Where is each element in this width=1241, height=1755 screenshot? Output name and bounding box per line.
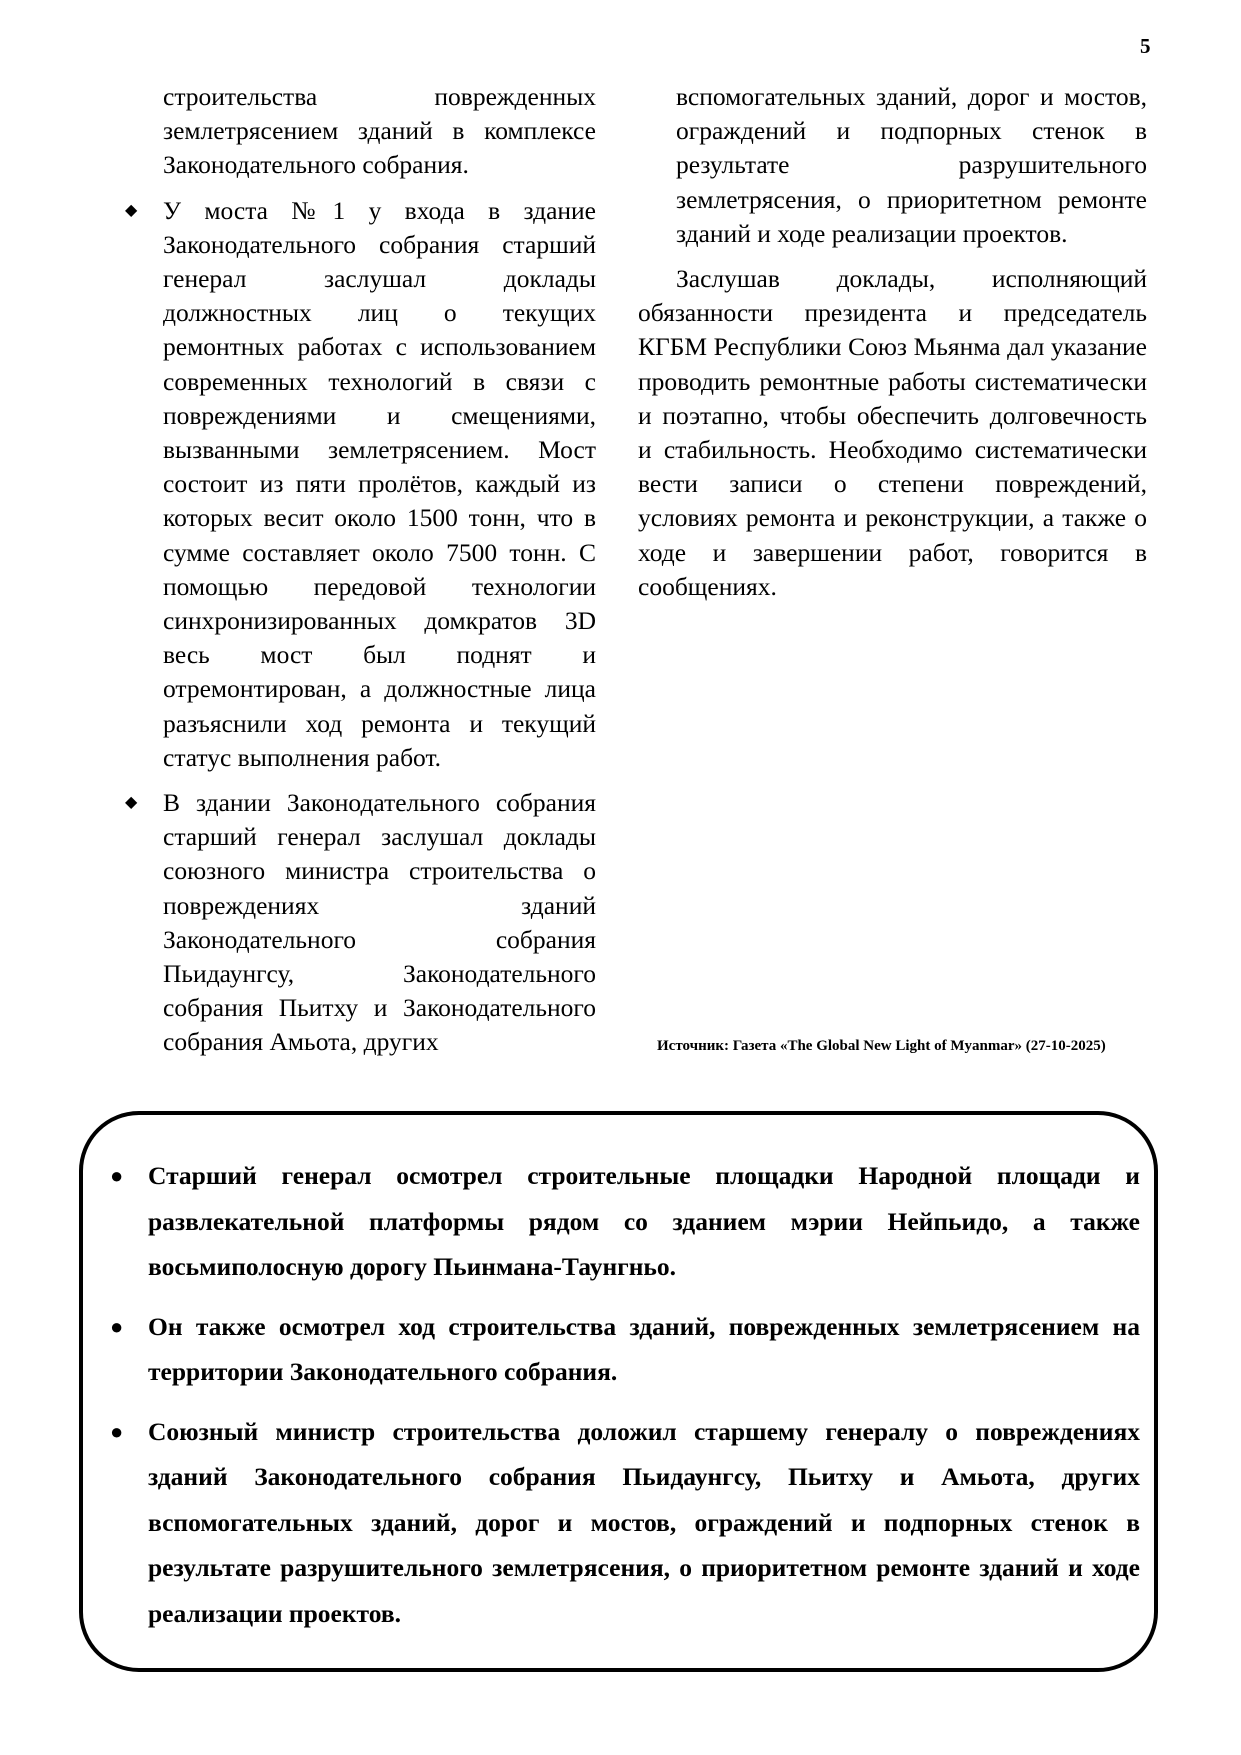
page-number: 5 (1140, 34, 1151, 58)
round-bullet-icon: ● (110, 1313, 124, 1339)
right-continuation-paragraph: вспомогательных зданий, дорог и мостов, ограждений и подпорных стенок в результате разрушительного землетрясения, о приоритетном ремонте зданий и ходе реализации проектов. (676, 82, 1147, 248)
round-bullet-icon: ● (110, 1418, 124, 1444)
summary-item (110, 1153, 1140, 1290)
summary-item-text: Он также осмотрел ход строительства зданий, поврежденных землетрясением на территории Законодательного собрания. (148, 1311, 1140, 1386)
source-citation: Источник: Газета «The Global New Light of Myanmar» (27-10-2025) (657, 1038, 1106, 1054)
diamond-bullet-icon: ◆ (125, 794, 138, 812)
round-bullet-icon: ● (110, 1163, 124, 1188)
bullet-text: В здании Законодательного собрания старший генерал заслушал доклады союзного министра строительства о повреждениях зданий Законодательного собрания Пьидаунгсу, Законодательного собрания Пьитху и Законодательного собрания Амьота, других (163, 788, 596, 1057)
summary-item (110, 1304, 1140, 1395)
instruction-paragraph: Заслушав доклады, исполняющий обязанности президента и председатель КГБМ Республики Союз Мьянма дал указание проводить ремонтные работы систематически и поэтапно, чтобы обеспечить долговечность и стабильность. Необходимо систематически вести записи о степени повреждений, условиях ремонта и реконструкции, а также о ходе и завершении работ, говорится в сообщениях. (638, 264, 1147, 601)
bullet-item-bridge (125, 194, 596, 775)
summary-list (110, 1153, 1140, 1650)
left-continuation-paragraph: строительства поврежденных землетрясением зданий в комплексе Законодательного собрания. (163, 82, 596, 180)
bullet-item-assembly (125, 786, 596, 1060)
summary-item-text: Старший генерал осмотрел строительные площадки Народной площади и развлекательной платформы рядом со зданием мэрии Нейпьидо, а также восьмиполосную дорогу Пьинмана-Таунгньо. (148, 1161, 1140, 1281)
diamond-bullet-icon: ◆ (125, 201, 138, 219)
right-column (638, 80, 1147, 604)
summary-item-text: Союзный министр строительства доложил старшему генералу о повреждениях зданий Законодательного собрания Пьидаунгсу, Пьитху и Амьота, других вспомогательных зданий, дорог и мостов, ограждений и подпорных стенок в результате разрушительного землетрясения, о приоритетном ремонте зданий и ходе реализации проектов. (148, 1416, 1140, 1628)
bullet-text: У моста №1 у входа в здание Законодательного собрания старший генерал заслушал доклады должностных лиц о текущих ремонтных работах с использованием современных технологий в связи с повреждениями и смещениями, вызванными землетрясением. Мост состоит из пяти пролётов, каждый из которых весит около 1500 тонн, что в сумме составляет около 7500 тонн. С помощью передовой технологии синхронизированных домкратов 3D весь мост был поднят и отремонтирован, а должностные лица разъяснили ход ремонта и текущий статус выполнения работ. (163, 195, 596, 772)
left-column (125, 80, 596, 1060)
summary-item (110, 1409, 1140, 1637)
